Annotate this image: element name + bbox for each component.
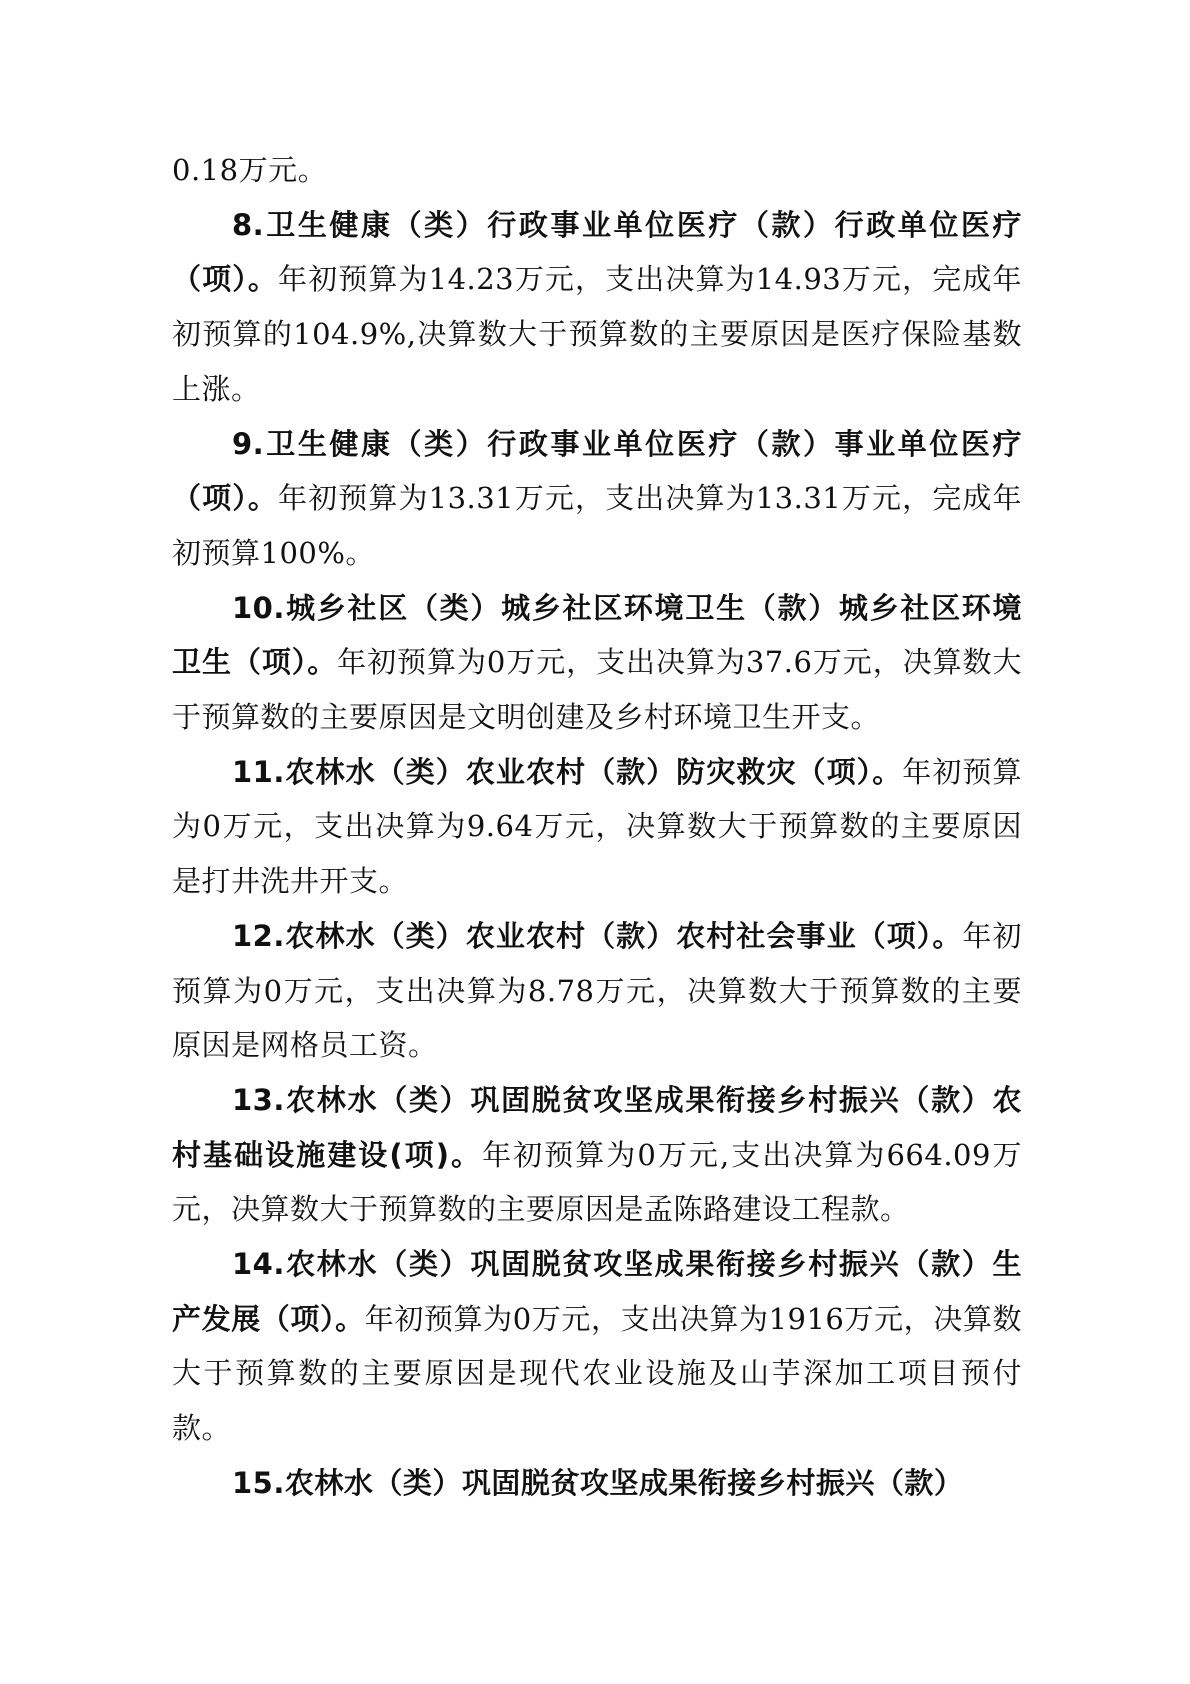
paragraph-item-11 bbox=[172, 745, 1022, 909]
paragraph-item-9 bbox=[172, 417, 1022, 581]
paragraph-body: 年初预算为0万元，支出决算为1916万元，决算数大于预算数的主要原因是现代农业设施及山芋深加工项目预付款。 bbox=[172, 1301, 1022, 1446]
paragraph-heading: 11.农林水（类）农业农村（款）防灾救灾（项）。 bbox=[232, 754, 903, 789]
paragraph-heading: 9.卫生健康（类）行政事业单位医疗（款）事业单位医疗（项）。 bbox=[172, 426, 1022, 516]
paragraph-body: 年初预算为13.31万元，支出决算为13.31万元，完成年初预算100%。 bbox=[172, 481, 1022, 570]
paragraph-heading: 13.农林水（类）巩固脱贫攻坚成果衔接乡村振兴（款）农村基础设施建设(项)。 bbox=[172, 1082, 1022, 1172]
paragraph-heading: 15.农林水（类）巩固脱贫攻坚成果衔接乡村振兴（款） bbox=[232, 1465, 964, 1500]
paragraph-item-14 bbox=[172, 1237, 1022, 1456]
document-page bbox=[172, 143, 1022, 1511]
paragraph-heading: 10.城乡社区（类）城乡社区环境卫生（款）城乡社区环境卫生（项）。 bbox=[172, 590, 1022, 680]
paragraph-item-15 bbox=[172, 1456, 1022, 1511]
paragraph-heading: 14.农林水（类）巩固脱贫攻坚成果衔接乡村振兴（款）生产发展（项）。 bbox=[172, 1247, 1022, 1336]
paragraph-continuation bbox=[172, 143, 1022, 198]
paragraph-item-10 bbox=[172, 581, 1022, 745]
paragraph-body: 年初预算为0万元，支出决算为8.78万元，决算数大于预算数的主要原因是网格员工资。 bbox=[172, 918, 1022, 1063]
paragraph-body: 年初预算为0万元，支出决算为9.64万元，决算数大于预算数的主要原因是打井洗井开支。 bbox=[172, 754, 1022, 899]
paragraph-item-12 bbox=[172, 909, 1022, 1073]
paragraph-body: 0.18万元。 bbox=[172, 153, 328, 187]
paragraph-body: 年初预算为0万元,支出决算为664.09万元，决算数大于预算数的主要原因是孟陈路建设工程款。 bbox=[172, 1137, 1022, 1227]
paragraph-heading: 8.卫生健康（类）行政事业单位医疗（款）行政单位医疗（项）。 bbox=[172, 207, 1022, 297]
paragraph-item-8 bbox=[172, 198, 1022, 417]
paragraph-body: 年初预算为0万元，支出决算为37.6万元，决算数大于预算数的主要原因是文明创建及乡村环境卫生开支。 bbox=[172, 645, 1022, 735]
paragraph-item-13 bbox=[172, 1073, 1022, 1237]
paragraph-heading: 12.农林水（类）农业农村（款）农村社会事业（项）。 bbox=[232, 918, 963, 953]
paragraph-body: 年初预算为14.23万元，支出决算为14.93万元，完成年初预算的104.9%,决算数大于预算数的主要原因是医疗保险基数上涨。 bbox=[172, 262, 1022, 406]
